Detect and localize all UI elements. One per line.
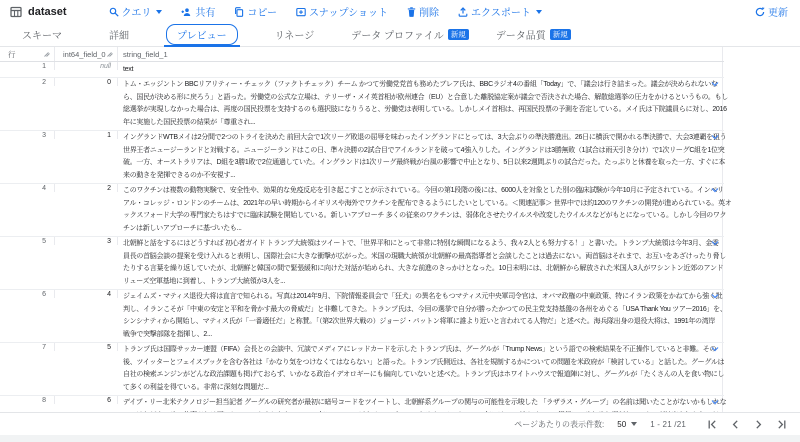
- expand-chevron-icon[interactable]: [711, 186, 719, 194]
- page-title: dataset: [28, 5, 67, 18]
- table-row: [0, 131, 727, 184]
- tab-data-profile[interactable]: データ プロファイル 新規: [351, 23, 469, 47]
- last-page-button[interactable]: [774, 417, 788, 431]
- row-number: 2: [0, 78, 55, 86]
- new-badge: 新規: [550, 29, 571, 41]
- rows-per-page-select[interactable]: 50: [617, 420, 637, 429]
- int64-cell: 5: [55, 343, 118, 351]
- string-cell: このワクチンは複数の動物実験で、安全性や、効果的な免疫反応を引き起こすことが示されている。今回の第1段階の後には、6000人を対象とした別の臨床試験が今年10月に予定されている。インペリ アル・コレッジ・ロンドンのチームは、2021年の早い時期からイギリスや海外でワクチンを配布できるようにしたいとしている。＜関連記事＞ 世界中では約120のワクチンの開発が進められている。英オ ックスフォード大学の専門家たちはすでに臨床試験を開始している。新しいアプローチ 多くの従来のワクチンは、弱体化させたウイルスや改変したウイルスなどがもとになっている。しかし今回のワク チンは新しいアプローチに基づいたも...: [118, 184, 723, 236]
- tab-bar: [0, 23, 800, 47]
- int64-cell: 0: [55, 78, 118, 86]
- column-header-string-field-1: string_field_1: [118, 47, 723, 61]
- tab-schema[interactable]: スキーマ: [22, 31, 62, 42]
- column-header-row-number: 行: [0, 47, 55, 61]
- int64-cell: null: [55, 62, 118, 70]
- string-cell: ジェイムズ・マティス退役大将は直言で知られる。写真は2014年9月、下院情報委員会で「狂犬」の異名をもつマティス元中央軍司令官は、オバマ政権の中東政策、特にイラン政策をかねてから強く批 判し、イランこそが「中東の安定と平和を脅かす最大の脅威だ」と非難してきた。トランプ氏は、今回の選挙で自分が勝ったかつての民主党支持基盤の各州をめぐる「USA Thank You ツアー2016」を、 シンシナティから開始し、マティス氏が「一番適任だ」と称賛。「（第2次世界大戦の）ジョージ・パットン将軍に誰より近いと言われてる人物だ」と述べた。海兵隊出身の退役大将は、1991年の湾岸 戦争で突撃部隊を指揮し、2...: [118, 290, 723, 342]
- person-add-icon: [181, 7, 192, 17]
- table-row: [0, 290, 727, 343]
- int64-cell: 3: [55, 237, 118, 245]
- expand-chevron-icon[interactable]: [711, 239, 719, 247]
- caret-down-icon: [536, 10, 542, 14]
- export-icon: [458, 7, 468, 17]
- snapshot-button[interactable]: スナップショット: [296, 4, 388, 19]
- tab-lineage[interactable]: リネージ: [274, 31, 315, 42]
- table-row: [0, 343, 724, 396]
- table-icon: [10, 6, 22, 18]
- expand-chevron-icon[interactable]: [711, 345, 719, 353]
- tab-preview[interactable]: プレビュー: [166, 23, 238, 47]
- new-badge: 新規: [448, 29, 469, 41]
- table-row: [0, 184, 732, 237]
- tab-details[interactable]: 詳細: [109, 31, 129, 42]
- int64-cell: 2: [55, 184, 118, 192]
- string-cell: デイブ・リー北米テクノロジー担当記者 グーグルの研究者が最初に暗号コードをツイートし、北朝鮮系グループの関与の可能性を示唆した 「ラザラス・グループ」の名前は聞いたことがないかもしれな: [118, 396, 723, 423]
- previous-page-button[interactable]: [728, 417, 742, 431]
- expand-chevron-icon[interactable]: [711, 133, 719, 141]
- trash-icon: [407, 7, 416, 17]
- delete-button[interactable]: 削除: [407, 4, 439, 19]
- int64-cell: 1: [55, 131, 118, 139]
- expand-chevron-icon[interactable]: [711, 292, 719, 300]
- table-row: [0, 78, 729, 131]
- table-header-row: [0, 47, 724, 62]
- share-button[interactable]: 共有: [181, 4, 215, 19]
- string-cell: 北朝鮮と話をするにはどうすれば 初心者ガイド トランプ大統領はツイートで、「世界平和にとって非常に特別な瞬間になるよう、我々2人とも努力する！」と書いた。トランプ大統領は今年3月、金委 員長の首脳会談の提案を受け入れると表明し、国際社会に大きな衝撃が広がった。米国の現職大統領が北朝鮮の最高指導者と会談したことは過去にない。両首脳はそれまで、お互いをあざけったり脅し たりする言葉を繰り返していたが、北朝鮮と韓国の間で緊張緩和に向けた対話が始められ、大きな前進のきっかけとなった。10日未明には、北朝鮮から解放された米国人3人がワシントン近郊のアンド リューズ空軍基地に到着し、トランプ大統領が3人を...: [118, 237, 723, 289]
- column-header-int64-field-0: int64_field_0: [55, 47, 118, 61]
- row-number: 1: [0, 62, 55, 70]
- copy-button[interactable]: コピー: [234, 4, 277, 19]
- row-number: 6: [0, 290, 55, 298]
- export-button[interactable]: エクスポート: [458, 4, 542, 19]
- horizontal-scrollbar-track[interactable]: [0, 435, 800, 442]
- table-row: [0, 237, 724, 290]
- row-number: 5: [0, 237, 55, 245]
- snapshot-icon: [296, 7, 306, 17]
- table-row: [0, 62, 724, 78]
- caret-down-icon: [156, 10, 162, 14]
- int64-cell: 4: [55, 290, 118, 298]
- search-icon: [109, 7, 119, 17]
- pagination-controls: [705, 417, 788, 431]
- string-cell: トム・エッジントン BBCリアリティー・チェック（ファクトチェック）チーム かつて労働党党首も務めたブレア氏は、BBCラジオ4の番組「Today」で、「議会は行き詰まった。議会が決められないな ら、国民が決める形に戻ろう」と語った。労働党の公式な立場は、テリーザ・メイ英首相が欧州連合（EU）と合意した離脱協定案が議会で否決された場合、解散総選挙の圧力をかけるというもの。もし 総選挙が実現しなかった場合は、再度の国民投票を支持するのも選択肢になりうると、労働党は表明している。しかしメイ首相は、再国民投票の予測を否定している。メイ氏は下院議員らに対し、2016 年に実施した国民投票の結果が「尊重され...: [118, 78, 723, 130]
- preview-table: [0, 47, 732, 412]
- int64-cell: 6: [55, 396, 118, 404]
- row-number: 3: [0, 131, 55, 139]
- refresh-icon: [755, 7, 765, 17]
- expand-chevron-icon[interactable]: [711, 80, 719, 88]
- row-number: 8: [0, 396, 55, 404]
- refresh-button[interactable]: 更新: [755, 4, 788, 19]
- edit-pencil-icon: [107, 51, 113, 57]
- pagination-bar: [0, 412, 800, 435]
- copy-icon: [234, 7, 244, 17]
- string-cell: トランプ氏は国際サッカー連盟（FIFA）会長との会談中、冗談でメディアにレッドカードを示した トランプ氏は、グーグルが「Trump News」という語での検索結果を不正操作していると非難。その 後、ツイッターとフェイスブックを含む各社は「かなり気をつけなくてはならない」と語った。トランプ氏側近は、各社を規制するかについての問題を米政府が「検討している」と話した。グーグルは 自社の検索エンジンがどんな政治課題も掲げておらず、いかなる政治イデオロギーにも偏向していないと述べた。トランプ氏はホワイトハウスで報道陣に対し、グーグルが「たくさんの人を食い物にし て多くの利益を得ている。非常に深刻な問題だ...: [118, 343, 723, 395]
- caret-down-icon: [631, 422, 637, 426]
- rows-per-page-label: ページあたりの表示件数:: [514, 419, 605, 429]
- string-cell: イングランドWTBメイは2分間で2つのトライを決めた 前回大会で1次リーグ敗退の屈辱を味わったイングランドにとっては、3大会ぶりの準決勝進出。26日に横浜で開かれる準決勝で、大会3連覇を狙う 世界王者ニュージーランドと対戦する。ニュージーランドはこの日、準々決勝の2試合目でアイルランドを破って4強入りした。イングランドは3勝無敗（1試合は雨天引き分け）で1次リーグC組を1位突 破。一方、オーストラリアは、D組を3勝1敗で2位通過していた。イングランドは1次リーグ最終戦が台風の影響で中止となり、5日以来2週間ぶりの試合だった。たっぷりと休養を取った一方、すぐに本 来の動きを発揮できるのか不安視す...: [118, 131, 723, 183]
- query-button[interactable]: クエリ: [109, 4, 163, 19]
- row-number: 4: [0, 184, 55, 192]
- row-number: 7: [0, 343, 55, 351]
- next-page-button[interactable]: [751, 417, 765, 431]
- toolbar: [0, 0, 800, 23]
- expand-chevron-icon[interactable]: [711, 398, 719, 406]
- edit-pencil-icon: [44, 51, 50, 57]
- string-cell: text: [118, 62, 723, 77]
- tab-data-quality[interactable]: データ品質 新規: [496, 23, 571, 47]
- page-range: 1 - 21 /21: [650, 419, 686, 429]
- first-page-button[interactable]: [705, 417, 719, 431]
